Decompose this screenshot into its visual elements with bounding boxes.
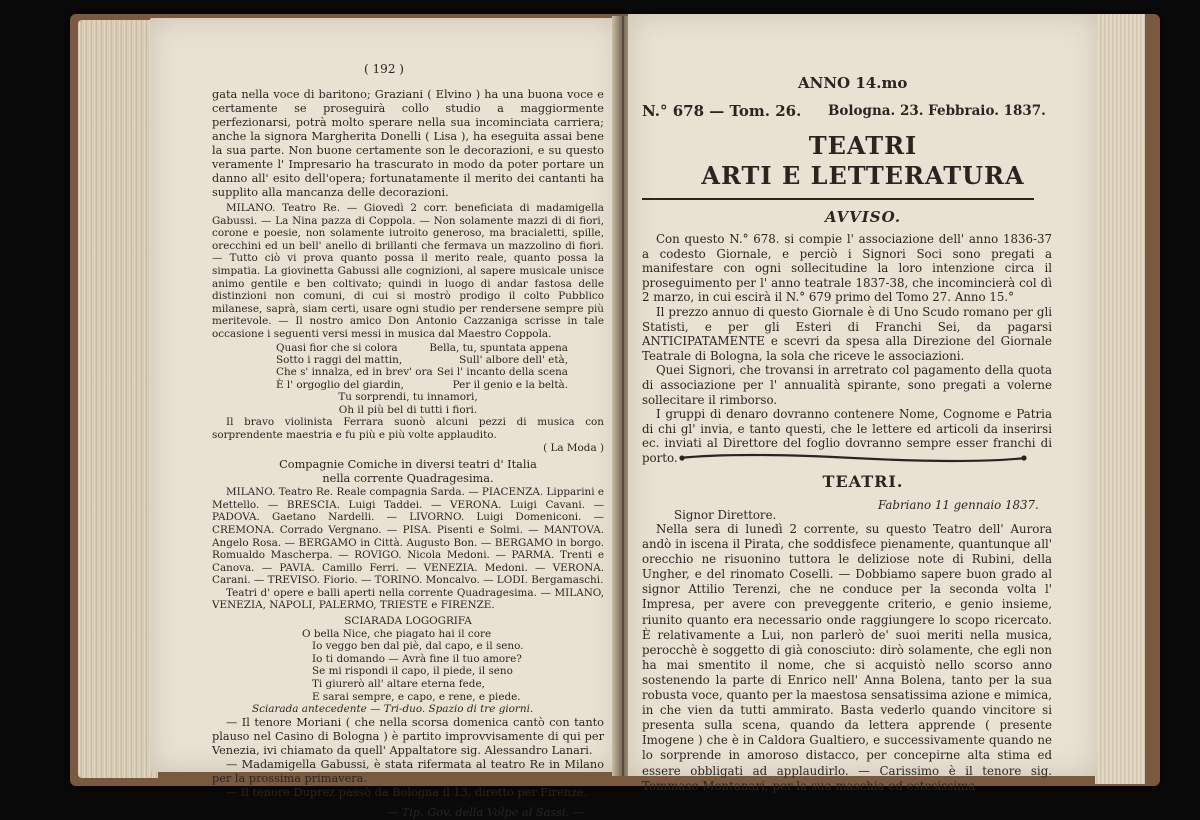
opening-paragraph: gata nella voce di baritono; Graziani ( Elvino ) ha una buona voce e certamente se proseguirà collo studio a maggiormente perfezionarsi, potrà molto sperare nella sua incominciata carriera; anche la signora Margherita Donelli ( Lisa ), ha eseguita assai bene la sua parte. Non buone certamente son le decorazioni, e su questo veramente l' Impresario ha trascurato in modo da poter portare un danno all' esito dell'opera; fortunatamente il merito dei cantanti ha supplito alla mancanza delle decorazioni. <box>212 88 604 199</box>
sciarada-line: E sarai sempre, e capo, e rene, e piede. <box>312 690 521 703</box>
left-page <box>150 18 618 819</box>
verse-left: Che s' innalza, ed in brev' ora <box>276 366 433 379</box>
verse-left: Quasi fior che si colora <box>276 341 398 354</box>
letter-body-wrap <box>642 522 1052 794</box>
verse-right: Per il genio e la beltà. <box>452 378 568 391</box>
letter-body: Nella sera di lunedì 2 corrente, su questo Teatro dell' Aurora andò in iscena il Pirata, che soddisfece pienamente, quantunque all' orecchio ne risuonino tuttora le deliziose note di Rubini, della Ungher, e del rinomato Coselli. — Dobbiamo sapere buon grado al signor Attilio Terenzi, che ne conduce per la seconda volta l' Impresa, per avere con preveggente criterio, e genio insieme, riunito quanto era necessario onde raggiungere lo scopo ricercato. È relativamente a Lui, non parlerò de' suoi meriti nella musica, perocchè è soggetto di già conosciuto: dirò solamente, che egli non ha mai smentito il nome, che si acquistò nello scorso anno sostenendo la parte di Enrico nell' Anna Bolena, tanto per la sua robusta voce, quanto per la maestosa sensatissima azione e mimica, in che vien da tutti ammirato. Basta vederlo quando vincitore si presenta sulla scena, quando da lettera apprende ( presente Imogene ) che è in Caldora Gualtiero, e successivamente quando ne lo sorprende in amoroso distacco, per concepirne alta stima ed essere obbligati ad applaudirlo. — Carissimo è il tenore sig. Tommaso Montanari, per la sua maschia ed estesissima <box>642 522 1052 793</box>
ornamental-divider <box>678 450 1028 466</box>
right-page <box>628 14 1098 793</box>
sciarada-antecedente: Sciarada antecedente — Tri-duo. Spazio di tre giorni. <box>252 703 534 716</box>
avviso-text <box>642 232 1052 466</box>
avviso-heading: AVVISO. <box>824 208 902 226</box>
sciarada-line: Io veggo ben dal piè, dal capo, e il seno. <box>312 640 524 653</box>
avviso-paragraph-1: Con questo N.° 678. si compie l' associazione dell' anno 1836-37 a codesto Giornale, e perciò i Signori Soci sono pregati a manifestare con ogni sollecitudine la loro intenzione circa il proseguimento per l' anno teatrale 1837-38, che incomincierà col dì 2 marzo, in cui escirà il N.° 679 primo del Tomo 27. Anno 15.° <box>642 232 1052 305</box>
verse-end-1: Tu sorprendi, tu innamori, <box>338 391 478 404</box>
sciarada-line: Se mi rispondi il capo, il piede, il seno <box>312 665 513 678</box>
sciarada-line: O bella Nice, che piagato hai il core <box>302 627 492 640</box>
avviso-paragraph-2: Il prezzo annuo di questo Giornale è di Uno Scudo romano per gli Statisti, e per gli Esteri di Franchi Sei, da pagarsi ANTICIPATAMENTE e scevri da spesa alla Direzione del Giornale Teatrale di Bologna, la sola che riceve le associazioni. <box>642 304 1052 363</box>
verse-left: Sotto i raggi del mattin, <box>276 353 403 366</box>
sciarada-line: Io ti domando — Avrà fine il tuo amore? <box>312 652 522 665</box>
teatri-heading: TEATRI. <box>822 472 904 491</box>
imprint: — Tip. Gov. della Volpe al Sassi. — <box>386 805 584 819</box>
verse-block <box>212 342 604 417</box>
compagnie-title-1: Compagnie Comiche in diversi teatri d' Italia <box>279 458 537 472</box>
teatri-opere-paragraph: Teatri d' opere e balli aperti nella corrente Quadragesima. — MILANO, VENEZIA, NAPOLI, PALERMO, TRIESTE e FIRENZE. <box>212 586 604 612</box>
anno-label: ANNO 14.mo <box>798 74 908 92</box>
verse-right: Sei l' incanto della scena <box>437 366 568 379</box>
avviso-paragraph-4: I gruppi di denaro dovranno contenere Nome, Cognome e Patria di chi gl' invia, e tanto questi, che le lettere ed articoli da inserirsi ec. inviati al Direttore del foglio dovranno sempre esser franchi di porto. <box>642 407 1052 465</box>
issue-number: N.° 678 — Tom. 26. <box>642 102 802 120</box>
verse-line <box>212 366 604 378</box>
verse-line <box>212 342 604 354</box>
page-number: ( 192 ) <box>364 62 404 76</box>
milano-paragraph: MILANO. Teatro Re. — Giovedì 2 corr. beneficiata di madamigella Gabussi. — La Nina pazza di Coppola. — Non solamente mazzi di di fiori, corone e poesie, non solamente iutroito generoso, ma bracialetti, spille, orecchini ed un bell' anello di brillanti che fermava un mazzolino di fiori. — Tutto ciò vi prova quanto possa il merito reale, quanto possa la simpatia. La giovinetta Gabussi alle cognizioni, al sapere musicale unisce animo gentile e ben coltivato; quindi in luogo di andar fastosa delle distinzioni non comuni, di cui si mostrò prodigo il colto Pubblico milanese, saprà, siam certi, usare ogni studio per rendersene sempre più meritevole. — Il nostro amico Don Antonio Cazzaniga scrisse in tale occasione i seguenti versi messi in musica dal Maestro Coppola. <box>212 202 604 340</box>
left-page-text <box>212 88 604 820</box>
letter-place-date: Fabriano 11 gennaio 1837. <box>878 498 1039 512</box>
sciarada-verse <box>212 628 604 704</box>
gabussi-paragraph: — Madamigella Gabussi, è stata rifermata al teatro Re in Milano per la prossima primavera. <box>212 757 604 785</box>
page-edges-right <box>1095 14 1145 784</box>
verse-end-2: Oh il più bel di tutti i fiori. <box>338 403 478 416</box>
duprez-paragraph: — Il tenore Duprez passò da Bologna il 13, diretto per Firenze. <box>226 785 588 799</box>
verse-line <box>212 379 604 391</box>
page-edges-left <box>78 20 158 778</box>
violinist-paragraph: Il bravo violinista Ferrara suonò alcuni pezzi di musica con sorprendente maestria e fu più e più volte applaudito. <box>212 416 604 441</box>
letter-salutation: Signor Direttore. <box>674 508 777 522</box>
place-date: Bologna. 23. Febbraio. 1837. <box>828 103 1046 119</box>
verse-line <box>212 354 604 366</box>
compagnie-paragraph: MILANO. Teatro Re. Reale compagnia Sarda. — PIACENZA. Lipparini e Mettello. — BRESCIA. Luigi Taddei. — VERONA. Luigi Cavani. — PADOVA. Gaetano Nardelli. — LIVORNO. Luigi Domeniconi. — CREMONA. Corrado Vergnano. — PISA. Pisenti e Solmi. — MANTOVA. Angelo Rosa. — BERGAMO in Città. Augusto Bon. — BERGAMO in borgo. Romualdo Mascherpa. — ROVIGO. Nicola Medoni. — PARMA. Trenti e Canova. — PAVIA. Camillo Ferri. — VENEZIA. Medoni. — VERONA. Carani. — TREVISO. Fiorio. — TORINO. Moncalvo. — LODI. Bergamaschi. <box>212 486 604 587</box>
sciarada-title: SCIARADA LOGOGRIFA <box>344 615 472 628</box>
compagnie-title-2: nella corrente Quadragesima. <box>322 472 494 486</box>
verse-right: Bella, tu, spuntata appena <box>429 341 568 354</box>
sciarada-line: Ti giurerò all' altare eterna fede, <box>312 678 485 691</box>
verse-left: È l' orgoglio del giardin, <box>276 378 404 391</box>
avviso-paragraph-3: Quei Signori, che trovansi in arretrato col pagamento della quota di associazione per l' annualità spirante, sono pregati a volerne sollecitare il rimborso. <box>642 363 1052 407</box>
masthead-title-1: TEATRI <box>808 131 918 160</box>
verse-right: Sull' albore dell' età, <box>459 353 568 366</box>
la-moda-source: ( La Moda ) <box>543 441 604 454</box>
masthead-title-2: ARTI E LETTERATURA <box>701 161 1025 190</box>
masthead-rule <box>642 198 1034 200</box>
moriani-paragraph: — Il tenore Moriani ( che nella scorsa domenica cantò con tanto plauso nel Casino di Bologna ) è partito improvvisamente di qui per Venezia, ivi chiamato da quell' Appaltatore sig. Alessandro Lanari. <box>212 715 604 757</box>
